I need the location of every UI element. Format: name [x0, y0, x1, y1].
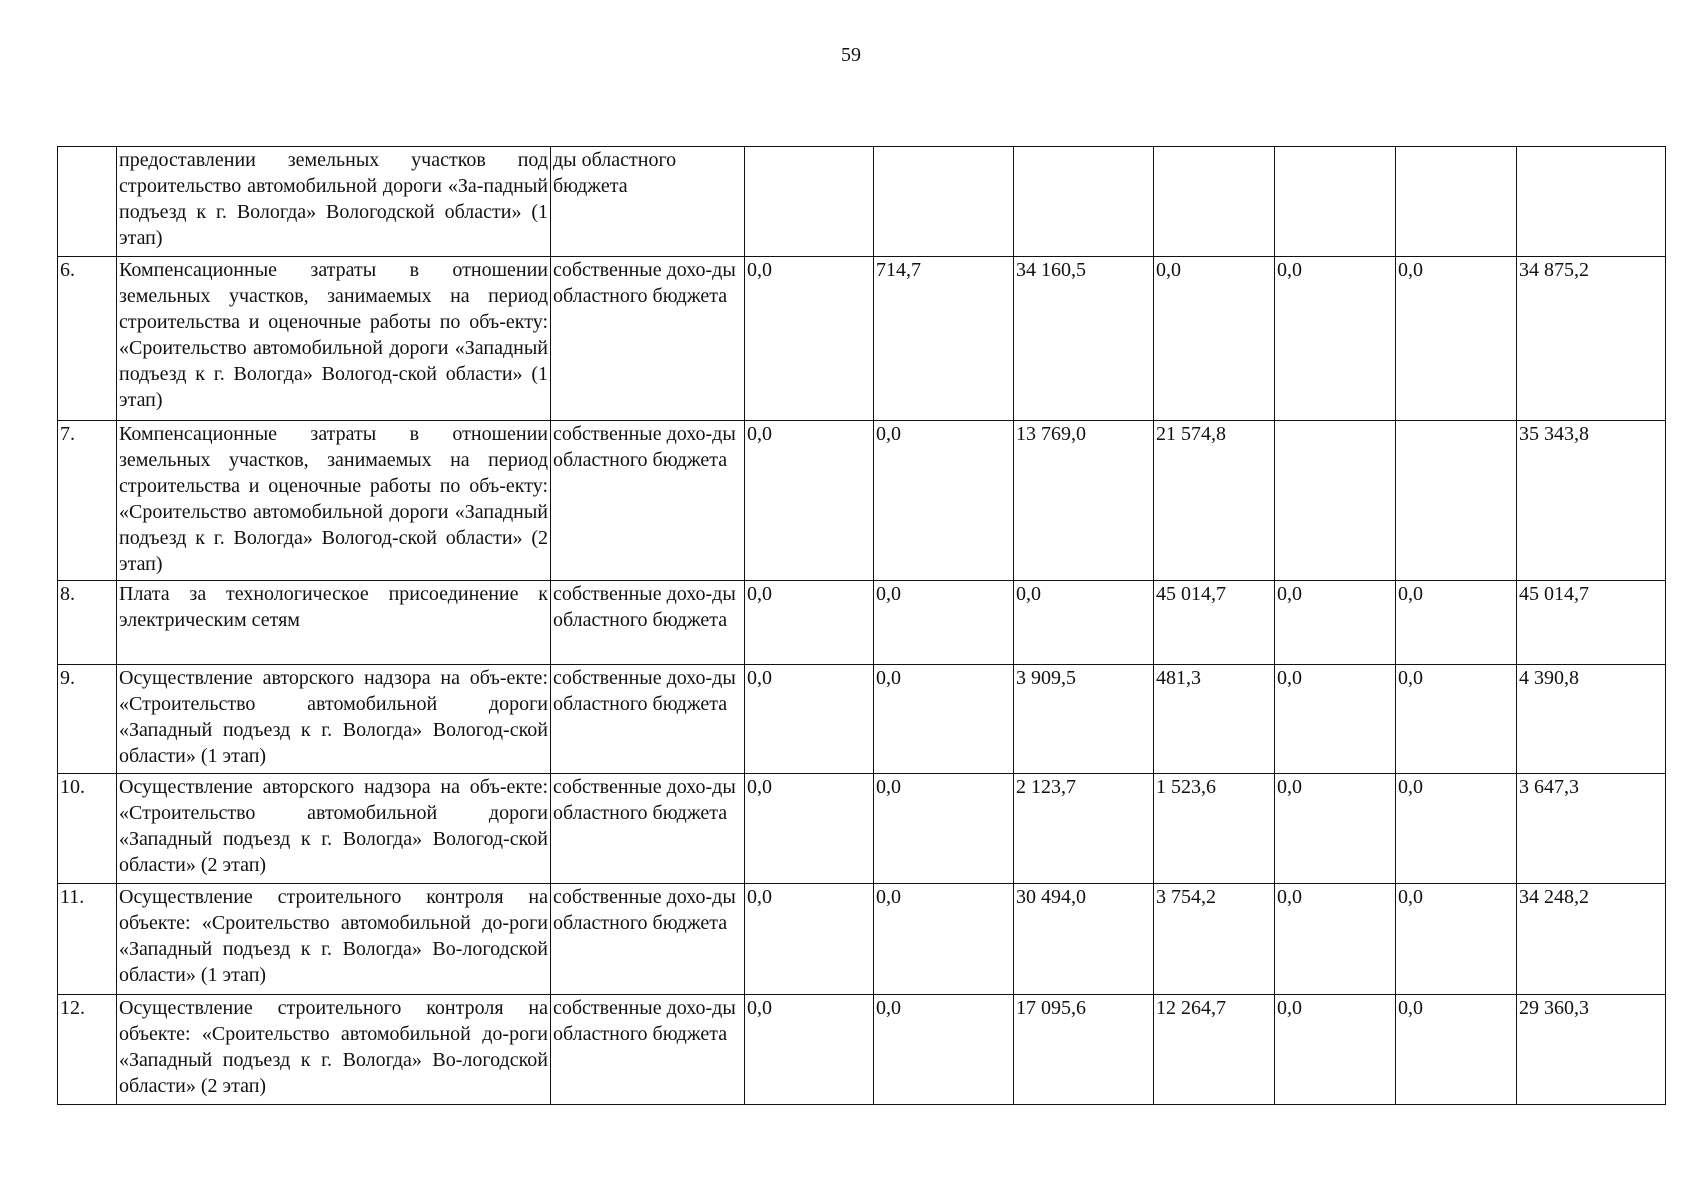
row-total: 4 390,8 — [1517, 665, 1666, 774]
row-value-3: 3 909,5 — [1014, 665, 1154, 774]
row-value-3: 30 494,0 — [1014, 884, 1154, 995]
page-number: 59 — [841, 44, 861, 66]
row-value-1: 0,0 — [745, 421, 874, 581]
row-value-5: 0,0 — [1275, 774, 1396, 884]
row-value-2: 0,0 — [874, 665, 1014, 774]
row-number: 7. — [58, 421, 117, 581]
row-value-2: 0,0 — [874, 421, 1014, 581]
table-row — [58, 665, 1666, 774]
row-description: Плата за технологическое присоединение к электрическим сетям — [117, 581, 551, 665]
row-value-1: 0,0 — [745, 884, 874, 995]
row-number — [58, 147, 117, 257]
table-row — [58, 995, 1666, 1105]
row-number: 12. — [58, 995, 117, 1105]
row-funding-source: собственные дохо-ды областного бюджета — [551, 665, 745, 774]
row-number: 11. — [58, 884, 117, 995]
budget-table — [57, 146, 1666, 1105]
row-value-5 — [1275, 147, 1396, 257]
row-value-6: 0,0 — [1396, 665, 1517, 774]
row-value-5: 0,0 — [1275, 995, 1396, 1105]
row-description: предоставлении земельных участков под строительство автомобильной дороги «За-падный подъезд к г. Вологда» Вологодской области» (1 этап) — [117, 147, 551, 257]
row-value-6: 0,0 — [1396, 581, 1517, 665]
table-row — [58, 884, 1666, 995]
row-description: Осуществление авторского надзора на объ-екте: «Строительство автомобильной дороги «Западный подъезд к г. Вологда» Вологод-ской области» (2 этап) — [117, 774, 551, 884]
row-value-1 — [745, 147, 874, 257]
table-row — [58, 147, 1666, 257]
row-value-4: 45 014,7 — [1154, 581, 1275, 665]
row-funding-source: собственные дохо-ды областного бюджета — [551, 995, 745, 1105]
row-value-2: 0,0 — [874, 774, 1014, 884]
row-value-4: 3 754,2 — [1154, 884, 1275, 995]
row-value-1: 0,0 — [745, 774, 874, 884]
row-value-1: 0,0 — [745, 665, 874, 774]
row-description: Осуществление авторского надзора на объ-екте: «Строительство автомобильной дороги «Западный подъезд к г. Вологда» Вологод-ской области» (1 этап) — [117, 665, 551, 774]
row-value-2: 0,0 — [874, 995, 1014, 1105]
row-total: 35 343,8 — [1517, 421, 1666, 581]
row-value-3: 2 123,7 — [1014, 774, 1154, 884]
row-number: 6. — [58, 257, 117, 421]
table-row — [58, 257, 1666, 421]
row-number: 8. — [58, 581, 117, 665]
row-value-3: 17 095,6 — [1014, 995, 1154, 1105]
row-number: 10. — [58, 774, 117, 884]
row-funding-source: собственные дохо-ды областного бюджета — [551, 884, 745, 995]
row-value-6 — [1396, 147, 1517, 257]
row-value-6 — [1396, 421, 1517, 581]
row-funding-source: ды областного бюджета — [551, 147, 745, 257]
row-total: 3 647,3 — [1517, 774, 1666, 884]
row-value-4: 21 574,8 — [1154, 421, 1275, 581]
row-description: Осуществление строительного контроля на объекте: «Сроительство автомобильной до-роги «Западный подъезд к г. Вологда» Во-логодской области» (1 этап) — [117, 884, 551, 995]
row-value-6: 0,0 — [1396, 884, 1517, 995]
table-row — [58, 581, 1666, 665]
row-value-4: 1 523,6 — [1154, 774, 1275, 884]
table-row — [58, 421, 1666, 581]
row-value-4: 481,3 — [1154, 665, 1275, 774]
row-value-1: 0,0 — [745, 257, 874, 421]
row-value-2: 0,0 — [874, 581, 1014, 665]
row-description: Компенсационные затраты в отношении земельных участков, занимаемых на период строительства и оценочные работы по объ-екту: «Сроительство автомобильной дороги «Западный подъезд к г. Вологда» Вологод-ской области» (1 этап) — [117, 257, 551, 421]
row-value-5: 0,0 — [1275, 884, 1396, 995]
row-total: 45 014,7 — [1517, 581, 1666, 665]
row-total — [1517, 147, 1666, 257]
row-description: Осуществление строительного контроля на объекте: «Сроительство автомобильной до-роги «Западный подъезд к г. Вологда» Во-логодской области» (2 этап) — [117, 995, 551, 1105]
row-value-5: 0,0 — [1275, 257, 1396, 421]
row-value-5: 0,0 — [1275, 581, 1396, 665]
row-value-3: 13 769,0 — [1014, 421, 1154, 581]
row-value-4 — [1154, 147, 1275, 257]
row-value-2: 714,7 — [874, 257, 1014, 421]
row-value-5 — [1275, 421, 1396, 581]
row-value-5: 0,0 — [1275, 665, 1396, 774]
row-value-6: 0,0 — [1396, 995, 1517, 1105]
row-value-6: 0,0 — [1396, 257, 1517, 421]
row-value-2: 0,0 — [874, 884, 1014, 995]
row-value-1: 0,0 — [745, 581, 874, 665]
row-funding-source: собственные дохо-ды областного бюджета — [551, 257, 745, 421]
row-total: 29 360,3 — [1517, 995, 1666, 1105]
row-number: 9. — [58, 665, 117, 774]
row-value-4: 0,0 — [1154, 257, 1275, 421]
row-description: Компенсационные затраты в отношении земельных участков, занимаемых на период строительства и оценочные работы по объ-екту: «Сроительство автомобильной дороги «Западный подъезд к г. Вологда» Вологод-ской области» (2 этап) — [117, 421, 551, 581]
row-total: 34 248,2 — [1517, 884, 1666, 995]
row-funding-source: собственные дохо-ды областного бюджета — [551, 581, 745, 665]
row-value-6: 0,0 — [1396, 774, 1517, 884]
row-value-1: 0,0 — [745, 995, 874, 1105]
row-funding-source: собственные дохо-ды областного бюджета — [551, 774, 745, 884]
row-value-4: 12 264,7 — [1154, 995, 1275, 1105]
row-value-3: 0,0 — [1014, 581, 1154, 665]
table-row — [58, 774, 1666, 884]
row-value-3: 34 160,5 — [1014, 257, 1154, 421]
row-value-3 — [1014, 147, 1154, 257]
row-funding-source: собственные дохо-ды областного бюджета — [551, 421, 745, 581]
row-value-2 — [874, 147, 1014, 257]
row-total: 34 875,2 — [1517, 257, 1666, 421]
